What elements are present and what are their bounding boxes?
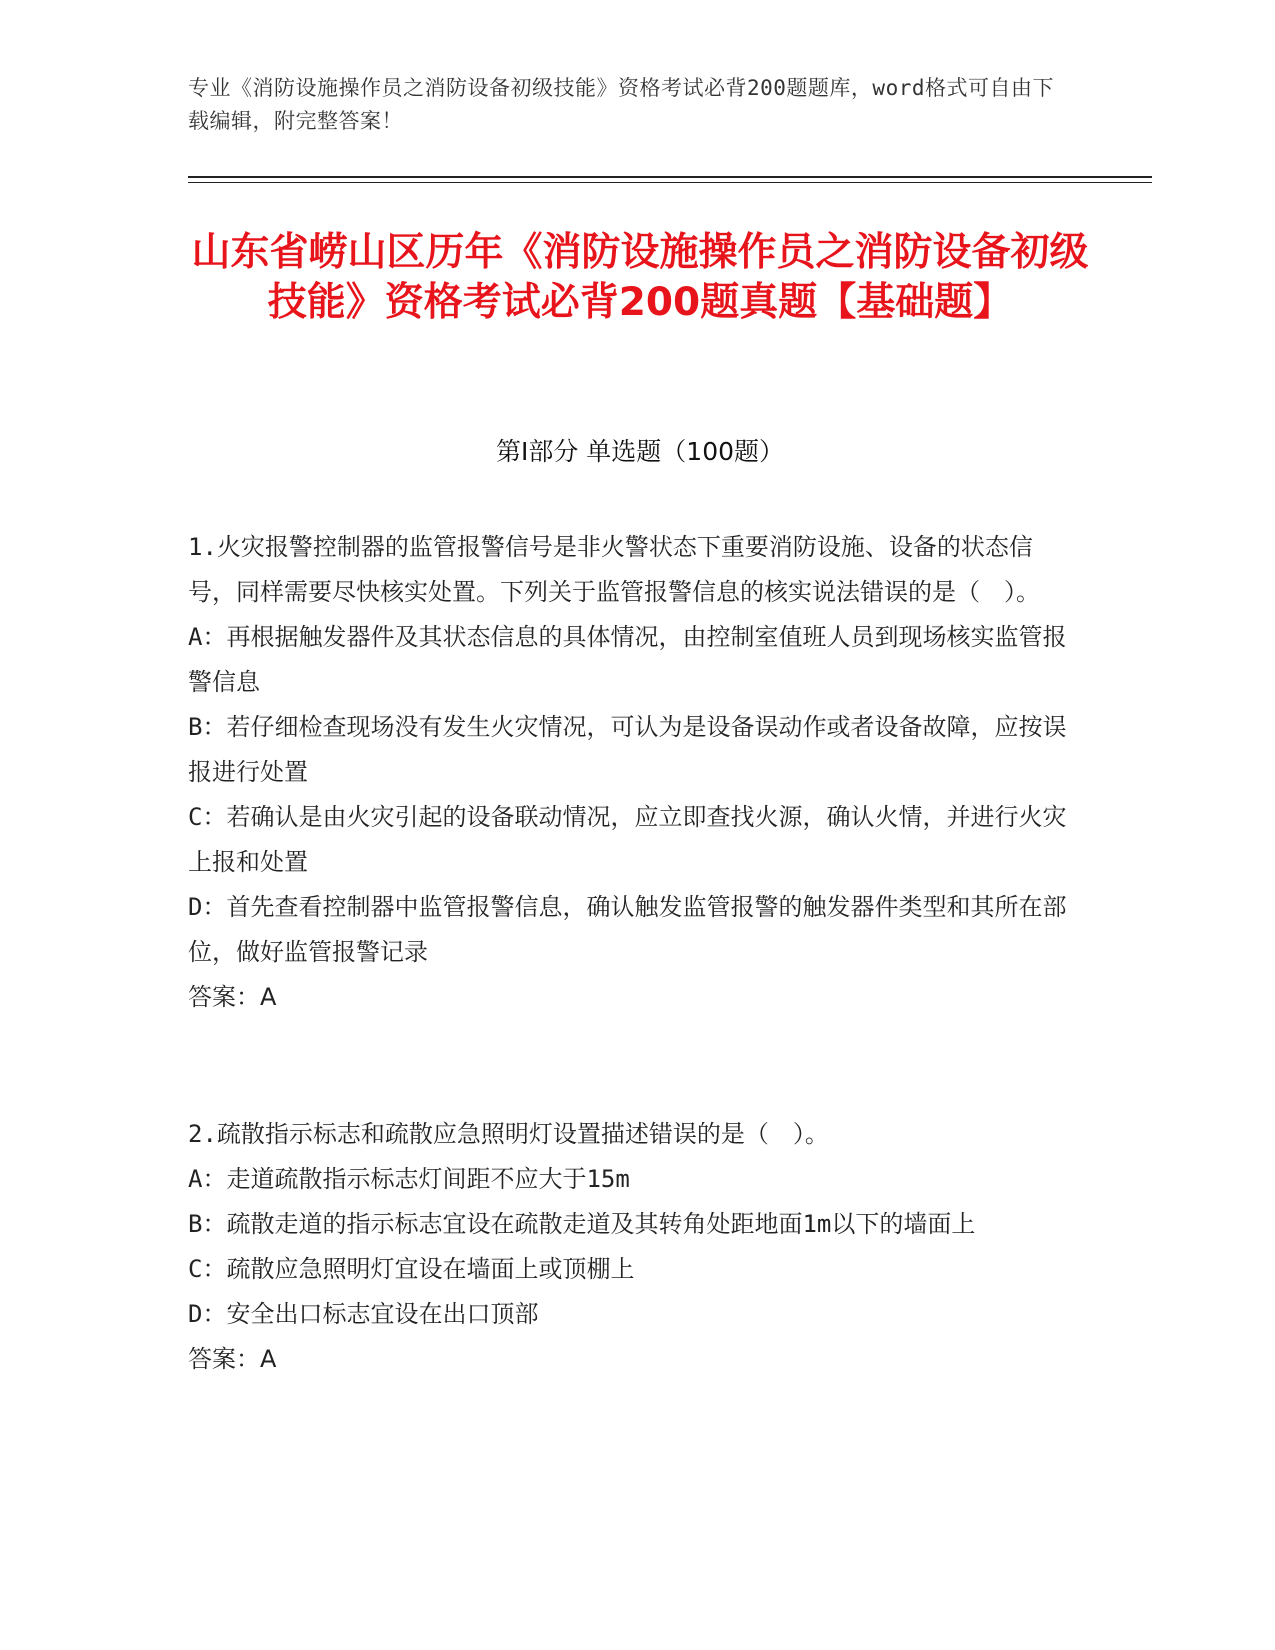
answer-label: 答案：A bbox=[188, 983, 277, 1011]
option-a: A：再根据触发器件及其状态信息的具体情况，由控制室值班人员到现场核实监管报警信息 bbox=[188, 623, 1067, 696]
header-divider-thick bbox=[188, 176, 1152, 178]
option-d: D：安全出口标志宜设在出口顶部 bbox=[188, 1300, 539, 1328]
option-b: B：若仔细检查现场没有发生火灾情况，可认为是设备误动作或者设备故障，应按误报进行处置 bbox=[188, 713, 1067, 786]
option-b: B：疏散走道的指示标志宜设在疏散走道及其转角处距地面1m以下的墙面上 bbox=[188, 1210, 976, 1238]
option-a: A：走道疏散指示标志灯间距不应大于15m bbox=[188, 1165, 630, 1193]
option-c: C：疏散应急照明灯宜设在墙面上或顶棚上 bbox=[188, 1255, 635, 1283]
section-title: 第I部分 单选题（100题） bbox=[495, 437, 785, 466]
question-block bbox=[188, 1112, 1068, 1382]
header-note: 专业《消防设施操作员之消防设备初级技能》资格考试必背200题题库，word格式可自由下载编辑，附完整答案！ bbox=[188, 76, 1054, 133]
option-c: C：若确认是由火灾引起的设备联动情况，应立即查找火源，确认火情，并进行火灾上报和处置 bbox=[188, 803, 1067, 876]
question-stem: 2.疏散指示标志和疏散应急照明灯设置描述错误的是（ ）。 bbox=[188, 1120, 829, 1148]
document-title: 山东省崂山区历年《消防设施操作员之消防设备初级技能》资格考试必背200题真题【基础题】 bbox=[191, 230, 1089, 325]
question-block bbox=[188, 525, 1068, 1020]
question-stem: 1.火灾报警控制器的监管报警信号是非火警状态下重要消防设施、设备的状态信号，同样需要尽快核实处置。下列关于监管报警信息的核实说法错误的是（ ）。 bbox=[188, 533, 1040, 606]
option-d: D：首先查看控制器中监管报警信息，确认触发监管报警的触发器件类型和其所在部位，做好监管报警记录 bbox=[188, 893, 1067, 966]
header-divider-thin bbox=[188, 182, 1152, 183]
answer-label: 答案：A bbox=[188, 1345, 277, 1373]
